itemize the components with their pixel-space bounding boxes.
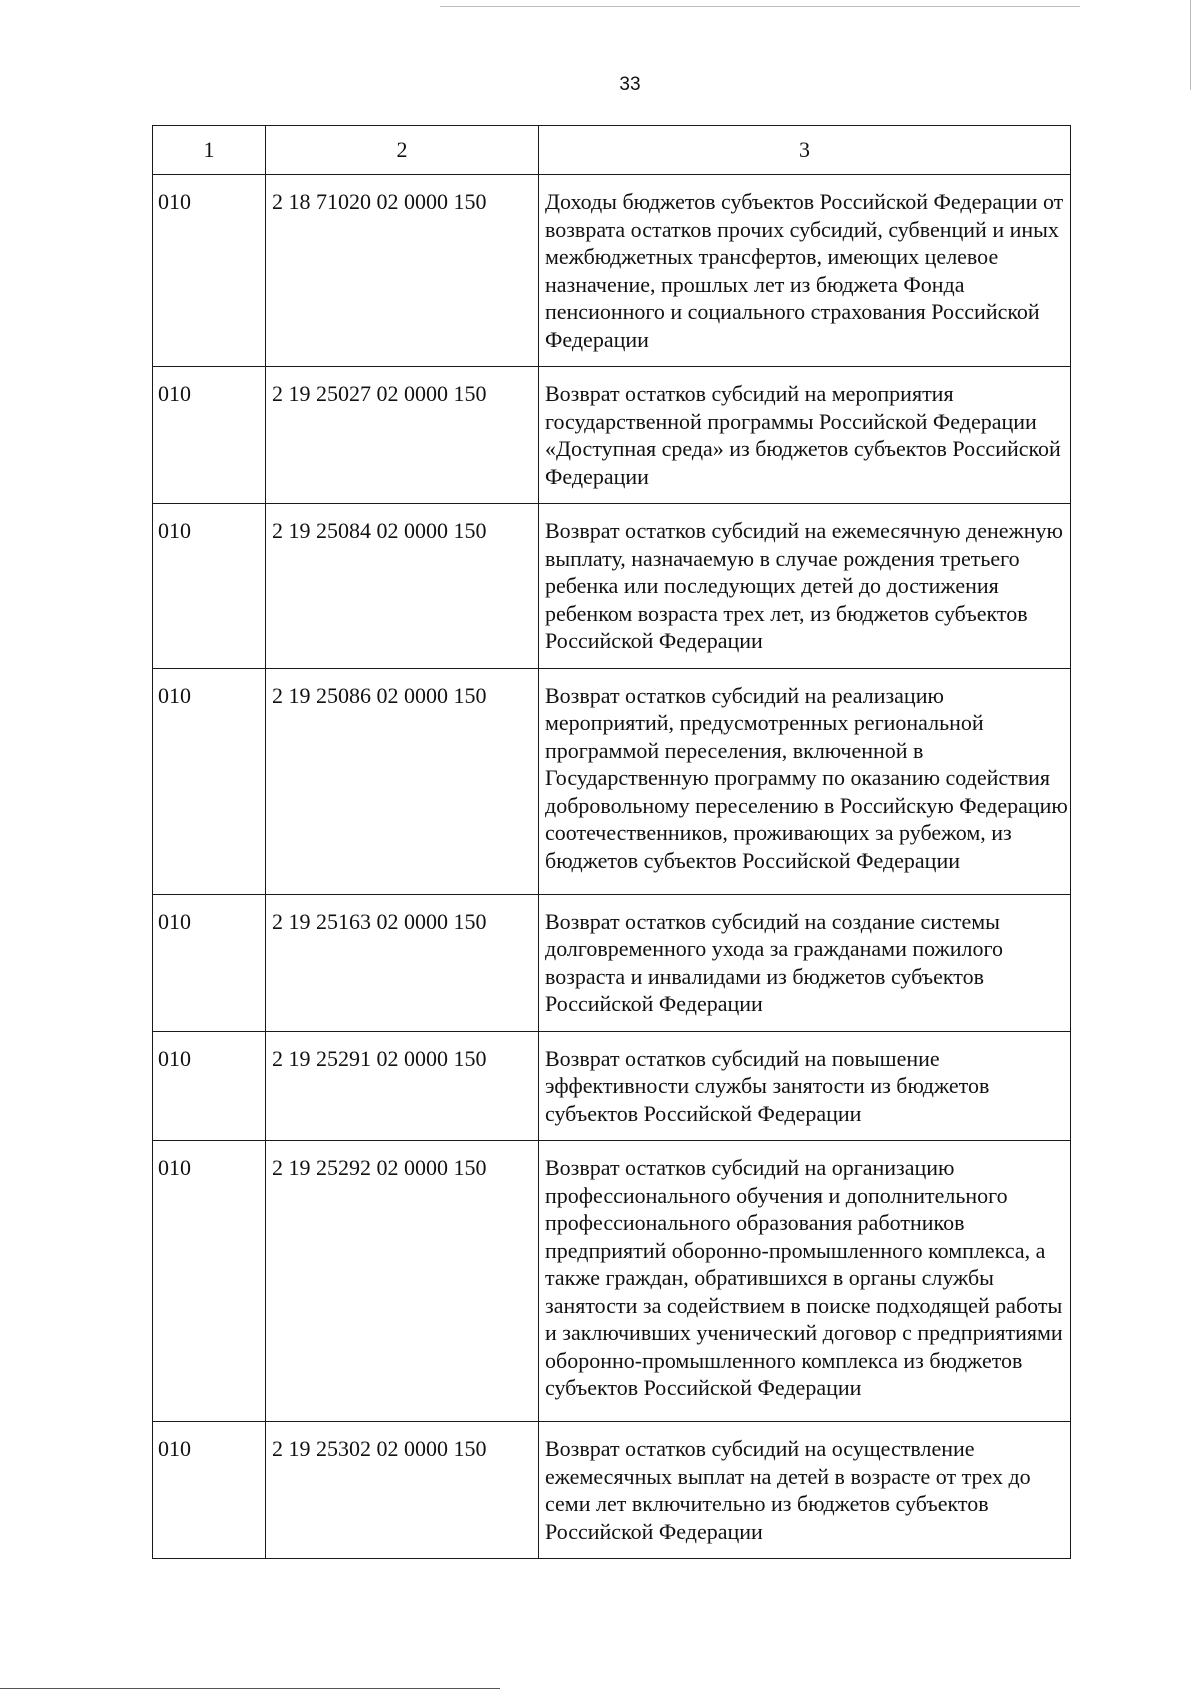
table-row — [153, 367, 1071, 504]
description-cell: Возврат остатков субсидий на повышение эффективности службы занятости из бюджетов субъектов Российской Федерации — [539, 1031, 1071, 1141]
description-cell: Возврат остатков субсидий на мероприятия государственной программы Российской Федерации «Доступная среда» из бюджетов субъектов Российской Федерации — [539, 367, 1071, 504]
budget-codes-table — [152, 125, 1071, 1559]
table-row — [153, 1422, 1071, 1559]
description-cell: Возврат остатков субсидий на создание системы долговременного ухода за гражданами пожилого возраста и инвалидами из бюджетов субъектов Российской Федерации — [539, 894, 1071, 1031]
scan-edge-top — [440, 6, 1080, 7]
scan-edge-bottom — [0, 1688, 500, 1689]
table-row — [153, 1031, 1071, 1141]
table-row — [153, 1141, 1071, 1422]
kbk-code-cell: 2 19 25302 02 0000 150 — [266, 1422, 539, 1559]
admin-code-cell: 010 — [153, 367, 266, 504]
kbk-code-cell: 2 19 25291 02 0000 150 — [266, 1031, 539, 1141]
admin-code-cell: 010 — [153, 668, 266, 894]
admin-code-cell: 010 — [153, 894, 266, 1031]
admin-code-cell: 010 — [153, 1422, 266, 1559]
admin-code-cell: 010 — [153, 504, 266, 669]
table-row — [153, 175, 1071, 367]
description-cell: Возврат остатков субсидий на реализацию мероприятий, предусмотренных региональной программой переселения, включенной в Государственную программу по оказанию содействия добровольному переселению в Российскую Федерацию соотечественников, проживающих за рубежом, из бюджетов субъектов Российской Федерации — [539, 668, 1071, 894]
table-row — [153, 504, 1071, 669]
admin-code-cell: 010 — [153, 175, 266, 367]
kbk-code-cell: 2 19 25084 02 0000 150 — [266, 504, 539, 669]
admin-code-cell: 010 — [153, 1141, 266, 1422]
description-cell: Возврат остатков субсидий на ежемесячную денежную выплату, назначаемую в случае рождения третьего ребенка или последующих детей до достижения ребенком возраста трех лет, из бюджетов субъектов Российской Федерации — [539, 504, 1071, 669]
kbk-code-cell: 2 19 25292 02 0000 150 — [266, 1141, 539, 1422]
kbk-code-cell: 2 19 25163 02 0000 150 — [266, 894, 539, 1031]
column-header-2: 2 — [266, 126, 539, 175]
admin-code-cell: 010 — [153, 1031, 266, 1141]
table-header-row — [153, 126, 1071, 175]
table-row — [153, 894, 1071, 1031]
table-row — [153, 668, 1071, 894]
description-cell: Возврат остатков субсидий на организацию профессионального обучения и дополнительного профессионального образования работников предприятий оборонно-промышленного комплекса, а также граждан, обратившихся в органы службы занятости за содействием в поиске подходящей работы и заключивших ученический договор с предприятиями оборонно-промышленного комплекса из бюджетов субъектов Российской Федерации — [539, 1141, 1071, 1422]
kbk-code-cell: 2 19 25027 02 0000 150 — [266, 367, 539, 504]
page-number: 33 — [619, 74, 641, 95]
column-header-1: 1 — [153, 126, 266, 175]
description-cell: Доходы бюджетов субъектов Российской Федерации от возврата остатков прочих субсидий, субвенций и иных межбюджетных трансфертов, имеющих целевое назначение, прошлых лет из бюджета Фонда пенсионного и социального страхования Российской Федерации — [539, 175, 1071, 367]
kbk-code-cell: 2 19 25086 02 0000 150 — [266, 668, 539, 894]
kbk-code-cell: 2 18 71020 02 0000 150 — [266, 175, 539, 367]
description-cell: Возврат остатков субсидий на осуществление ежемесячных выплат на детей в возрасте от трех до семи лет включительно из бюджетов субъектов Российской Федерации — [539, 1422, 1071, 1559]
column-header-3: 3 — [539, 126, 1071, 175]
